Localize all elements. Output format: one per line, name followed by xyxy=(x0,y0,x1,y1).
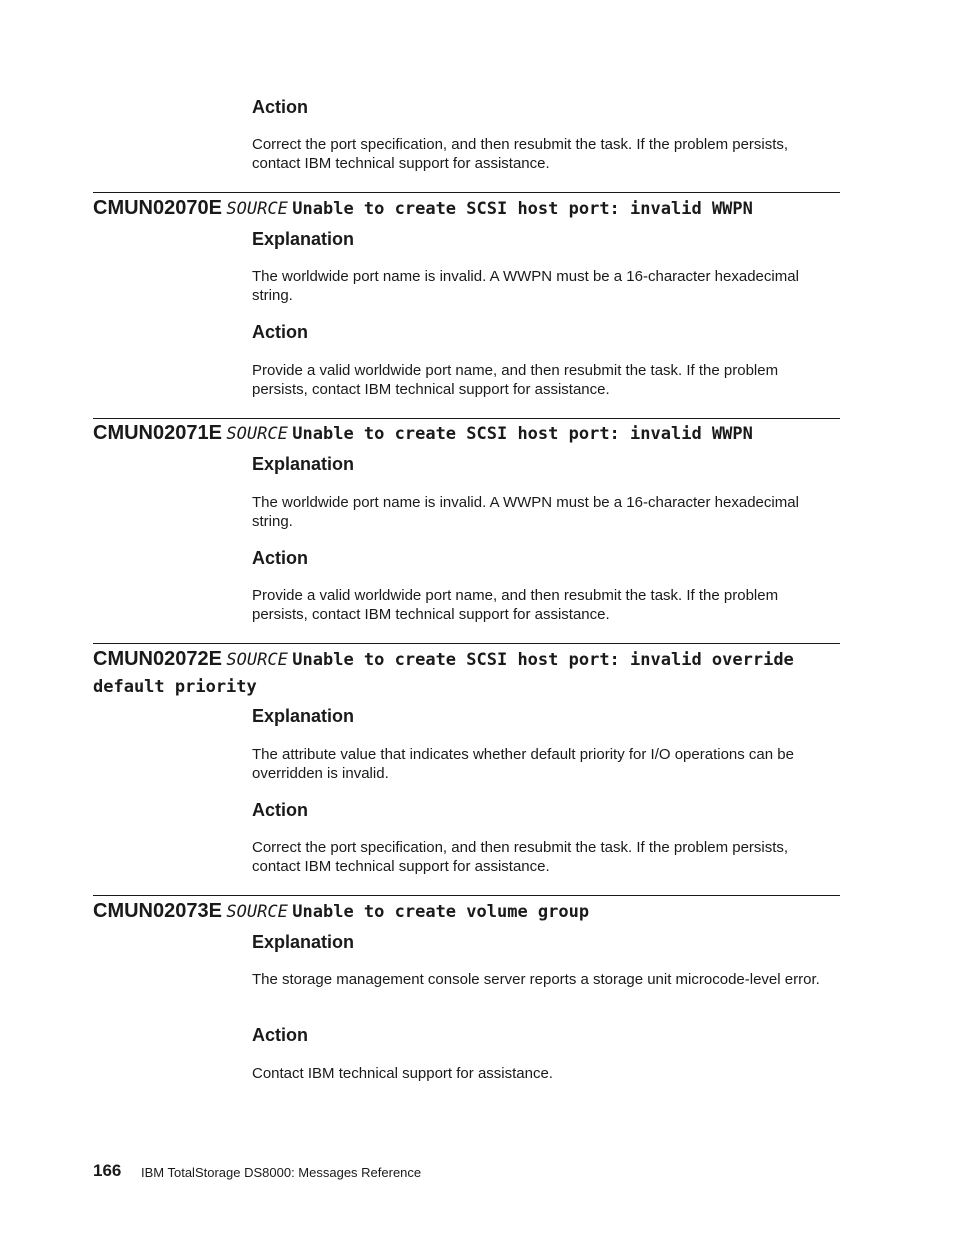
message-source: SOURCE xyxy=(226,199,288,219)
action-text: Correct the port specification, and then resubmit the task. If the problem persists, contact IBM technical support for assistance. xyxy=(252,839,789,875)
explanation-heading: Explanation xyxy=(252,706,355,726)
message-heading xyxy=(93,646,813,701)
message-source: SOURCE xyxy=(226,902,288,922)
message-text: Unable to create SCSI host port: invalid WWPN xyxy=(292,424,753,444)
action-text: Provide a valid worldwide port name, and then resubmit the task. If the problem persists, contact IBM technical support for assistance. xyxy=(252,362,779,398)
action-text: Correct the port specification, and then resubmit the task. If the problem persists, contact IBM technical support for assistance. xyxy=(252,136,789,172)
book-title: IBM TotalStorage DS8000: Messages Reference xyxy=(141,1165,422,1180)
section-divider xyxy=(93,418,840,419)
message-code: CMUN02071E xyxy=(93,422,222,444)
action-heading: Action xyxy=(252,97,308,117)
message-heading xyxy=(93,195,813,223)
section-divider xyxy=(93,895,840,896)
action-text: Contact IBM technical support for assistance. xyxy=(252,1065,553,1082)
explanation-heading: Explanation xyxy=(252,229,355,249)
action-heading: Action xyxy=(252,1025,308,1045)
message-code: CMUN02070E xyxy=(93,197,222,219)
action-heading: Action xyxy=(252,800,308,820)
message-heading xyxy=(93,898,813,926)
explanation-heading: Explanation xyxy=(252,932,355,952)
message-source: SOURCE xyxy=(226,424,288,444)
message-code: CMUN02073E xyxy=(93,900,222,922)
message-source: SOURCE xyxy=(226,650,288,670)
explanation-text: The storage management console server reports a storage unit microcode-level error. xyxy=(252,971,820,988)
message-text: Unable to create volume group xyxy=(292,902,590,922)
message-code: CMUN02072E xyxy=(93,648,222,670)
message-text: Unable to create SCSI host port: invalid override default priority xyxy=(93,650,794,697)
explanation-text: The worldwide port name is invalid. A WWPN must be a 16-character hexadecimal string. xyxy=(252,494,799,530)
message-heading xyxy=(93,420,813,448)
explanation-heading: Explanation xyxy=(252,454,355,474)
message-text: Unable to create SCSI host port: invalid WWPN xyxy=(292,199,753,219)
section-divider xyxy=(93,643,840,644)
action-heading: Action xyxy=(252,322,308,342)
explanation-text: The attribute value that indicates whether default priority for I/O operations can be overridden is invalid. xyxy=(252,746,794,782)
action-text: Provide a valid worldwide port name, and then resubmit the task. If the problem persists, contact IBM technical support for assistance. xyxy=(252,587,779,623)
page-number: 166 xyxy=(93,1161,122,1180)
explanation-text: The worldwide port name is invalid. A WWPN must be a 16-character hexadecimal string. xyxy=(252,268,799,304)
action-heading: Action xyxy=(252,548,308,568)
section-divider xyxy=(93,192,840,193)
